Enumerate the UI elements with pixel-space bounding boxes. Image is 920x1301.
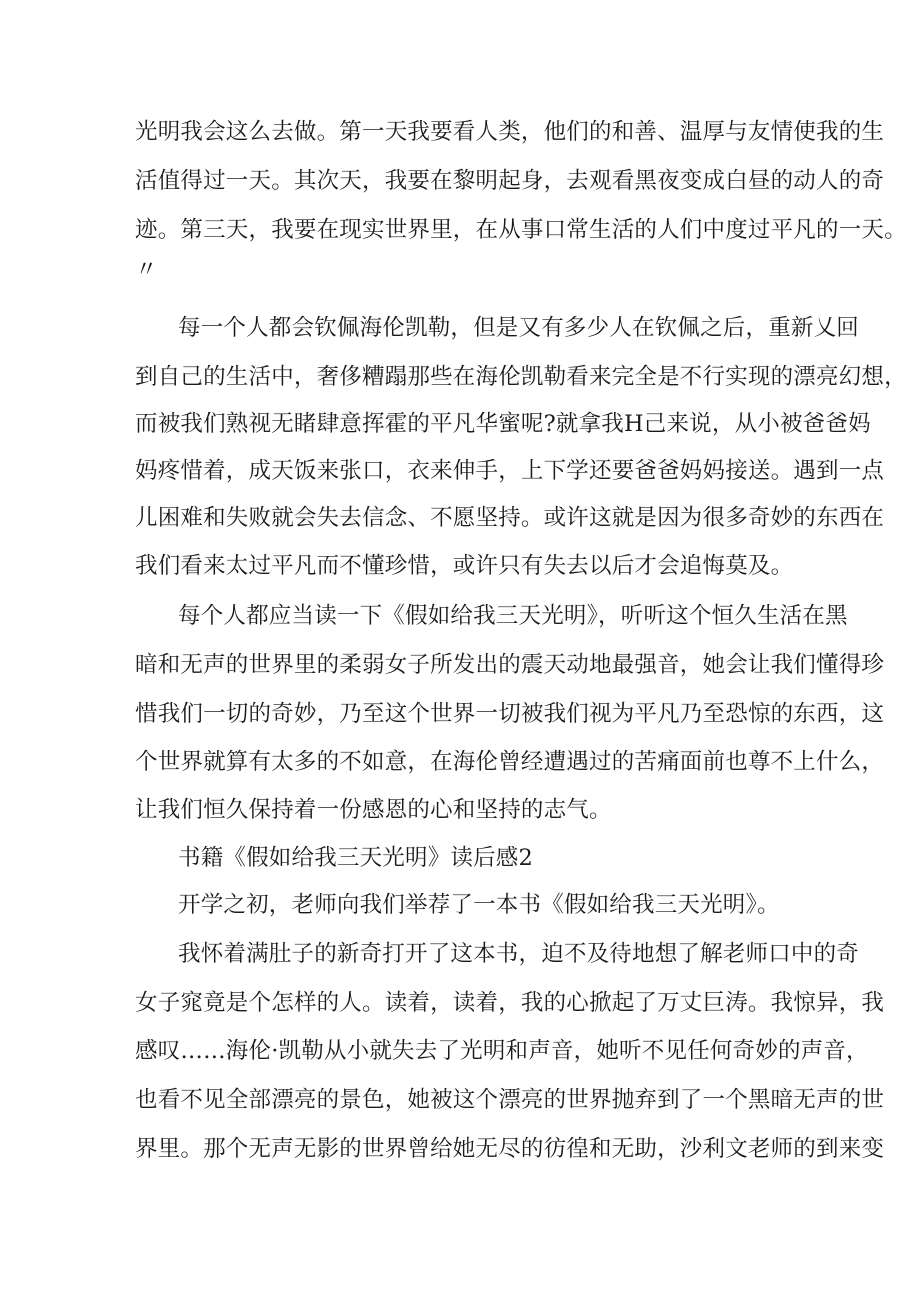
paragraph-3-line-2: 暗和无声的世界里的柔弱女子所发出的震天动地最强音，她会让我们懂得珍 bbox=[135, 652, 885, 678]
text-line-1: 光明我会这么去做。第一天我要看人类，他们的和善、温厚与友情使我的生 bbox=[135, 119, 885, 145]
quote-mark: 〃 bbox=[135, 257, 158, 283]
paragraph-5-line-1: 我怀着满肚子的新奇打开了这本书，迫不及待地想了解老师口中的奇 bbox=[178, 941, 860, 967]
paragraph-3-line-4: 个世界就算有太多的不如意，在海伦曾经遭遇过的苦痛面前也尊不上什么， bbox=[135, 749, 885, 775]
paragraph-4-line-1: 开学之初，老师向我们举荐了一本书《假如给我三天光明》。 bbox=[178, 892, 780, 918]
text-line-3: 迹。第三天，我要在现实世界里，在从事口常生活的人们中度过平凡的一天。 bbox=[135, 217, 907, 243]
paragraph-2-line-2: 到自己的生活中，奢侈糟蹋那些在海伦凯勒看来完全是不行实现的漂亮幻想， bbox=[135, 364, 907, 390]
paragraph-2-line-4: 妈疼惜着，成天饭来张口，衣来伸手，上下学还要爸爸妈妈接送。遇到一点 bbox=[135, 458, 885, 484]
paragraph-2-line-5: 儿困难和失败就会失去信念、不愿坚持。或许这就是因为很多奇妙的东西在 bbox=[135, 505, 885, 531]
paragraph-3-line-3: 惜我们一切的奇妙，乃至这个世界一切被我们视为平凡乃至恐惊的东西，这 bbox=[135, 701, 885, 727]
text-line-2: 活值得过一天。其次天，我要在黎明起身，去观看黑夜变成白昼的动人的奇 bbox=[135, 168, 885, 194]
paragraph-5-line-2: 女子窕竟是个怎样的人。读着，读着，我的心掀起了万丈巨涛。我惊异，我 bbox=[135, 990, 885, 1016]
paragraph-3-line-5: 让我们恒久保持着一份感恩的心和坚持的志气。 bbox=[135, 797, 612, 823]
paragraph-3-line-1: 每个人都应当读一下《假如给我三天光明》，听听这个恒久生活在黑 bbox=[178, 603, 848, 629]
paragraph-5-line-4: 也看不见全部漂亮的景色，她被这个漂亮的世界抛弃到了一个黑暗无声的世 bbox=[135, 1087, 885, 1113]
section-heading: 书籍《假如给我三天光明》读后感2 bbox=[178, 845, 534, 871]
paragraph-2-line-6: 我们看来太过平凡而不懂珍惜，或许只有失去以后才会追悔莫及。 bbox=[135, 553, 794, 579]
paragraph-5-line-3: 感叹……海伦·凯勒从小就失去了光明和声音，她听不见任何奇妙的声音， bbox=[135, 1038, 869, 1064]
paragraph-2-line-3: 而被我们熟视无睹肆意挥霍的平凡华蜜呢?就拿我H己来说，从小被爸爸妈 bbox=[135, 411, 871, 437]
paragraph-2-line-1: 每一个人都会钦佩海伦凯勒，但是又有多少人在钦佩之后，重新乂回 bbox=[178, 315, 860, 341]
paragraph-5-line-5: 界里。那个无声无影的世界曾给她无尽的彷徨和无助，沙利文老师的到来变 bbox=[135, 1136, 885, 1162]
